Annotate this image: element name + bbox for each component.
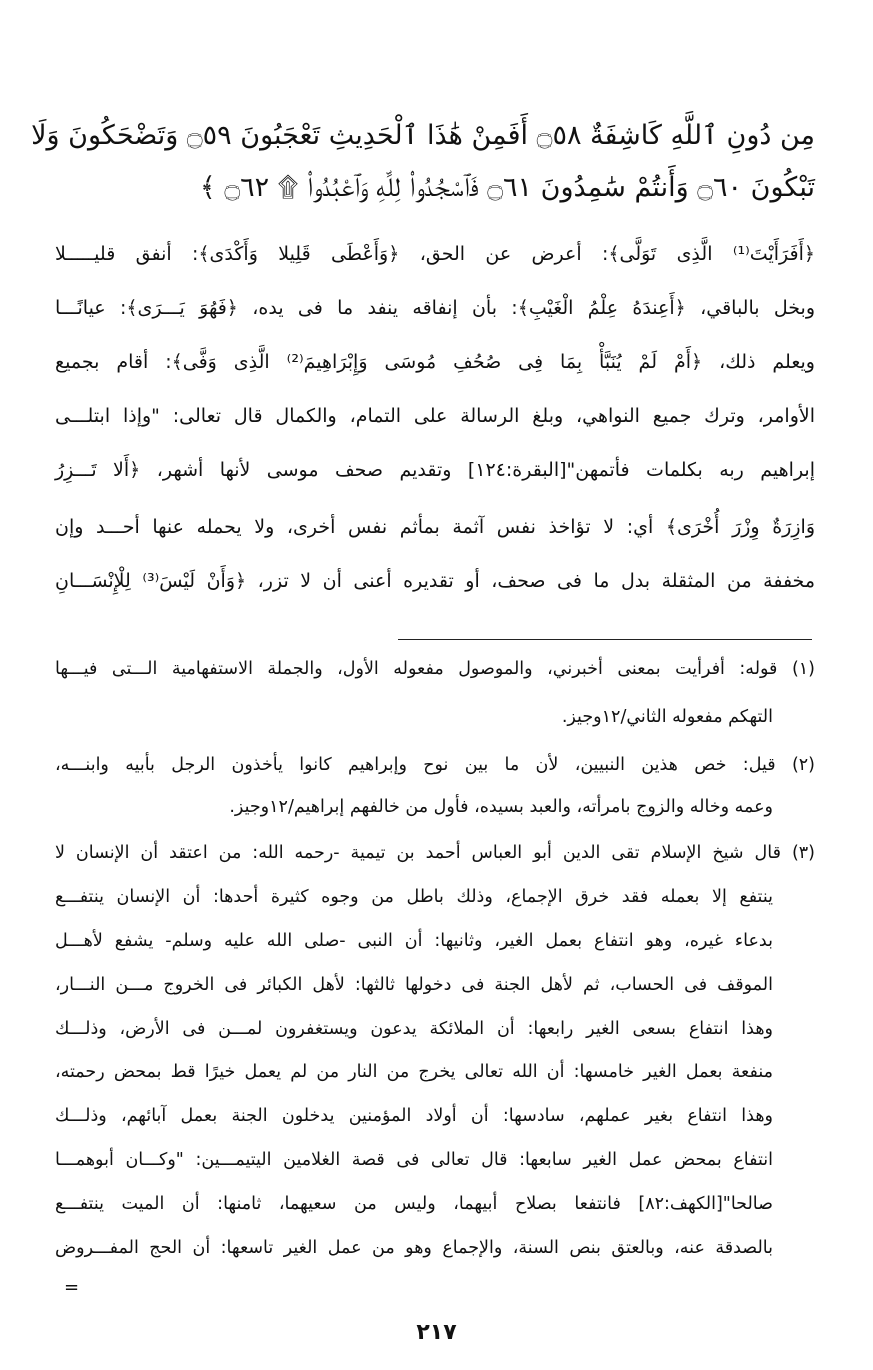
footnote-1-line-1: [55, 656, 815, 682]
footnote-3-line-10: بالصدقة عنه، وبالعتق بنص السنة، والإجماع وهو من عمل الغير تاسعها: أن الحج المفـــروض: [55, 1238, 773, 1258]
footnote-3-line-3: بدعاء غيره، وهو انتفاع بعمل الغير، وثانيها: أن النبى -صلى الله عليه وسلم- يشفع لأهـــل: [55, 931, 773, 951]
footnote-3-line-9: صالحا"[الكهف:٨٢] فانتفعا بصلاح أبيهما، وليس من سعيهما، ثامنها: أن الميت ينتفـــع: [55, 1194, 773, 1214]
footnote-divider: [398, 639, 812, 640]
commentary-line-6: وَازِرَةٌ وِزْرَ أُخْرَى﴾ أي: لا تؤاخذ نفس آثمة بمأثم نفس أخرى، ولا يحمله عنها أحـــد وإن: [55, 516, 815, 538]
footnote-3-line-1: [55, 840, 815, 866]
footnote-marker: (١): [791, 659, 815, 679]
quran-verse-line-1: مِن دُونِ ٱللَّهِ كَاشِفَةٌ ۝٥٨ أَفَمِنْ هَٰذَا ٱلْحَدِيثِ تَعْجَبُونَ ۝٥٩ وَتَضْحَكُونَ وَلَا: [31, 120, 815, 151]
footnote-2-line-2: وعمه وخاله والزوج بامرأته، والعبد بسيده، فأول من خالفهم إبراهيم/١٢وجيز.: [229, 797, 773, 817]
commentary-line-2: وبخل بالباقي، ﴿أَعِندَهُ عِلْمُ الْغَيْبِ﴾: بأن إنفاقه ينفد ما فى يده، ﴿فَهُوَ يَـــرَى﴾: عيانًـــا: [55, 297, 815, 319]
footnote-1-line-2: التهكم مفعوله الثاني/١٢وجيز.: [561, 707, 773, 727]
page-number: ٢١٧: [416, 1320, 457, 1345]
commentary-line-4: الأوامر، وترك جميع النواهي، وبلغ الرسالة على التمام، والكمال قال تعالى: "وإذا ابتلـــى: [55, 405, 815, 427]
commentary-line-1: ﴿أَفَرَأَيْتَ⁽¹⁾ الَّذِى تَوَلَّى﴾: أعرض عن الحق، ﴿وَأَعْطَى قَلِيلا وَأَكْدَى﴾: أنفق قليـــــلا: [55, 243, 815, 265]
footnote-3-line-6: منفعة بعمل الغير خامسها: أن الله تعالى يخرج من النار من لم يعمل خيرًا قط بمحض رحمته،: [55, 1062, 773, 1082]
footnote-3-line-7: وهذا انتفاع بغير عملهم، سادسها: أن أولاد المؤمنين يدخلون الجنة بعمل آبائهم، وذلـــك: [55, 1106, 773, 1126]
commentary-line-5: إبراهيم ربه بكلمات فأتمهن"[البقرة:١٢٤] وتقديم صحف موسى لأنها أشهر، ﴿أَلا تَـــزِرُ: [55, 459, 815, 481]
footnote-marker: (٢): [791, 755, 815, 775]
footnote-3-line-4: الموقف فى الحساب، ثم لأهل الجنة فى دخولها ثالثها: لأهل الكبائر فى الخروج مـــن النـــار،: [55, 975, 773, 995]
continuation-mark: =: [64, 1277, 80, 1298]
commentary-line-3: ويعلم ذلك، ﴿أَمْ لَمْ يُنَبَّأْ بِمَا فِى صُحُفِ مُوسَى وَإِبْرَاهِيمَ⁽²⁾ الَّذِى وَفَّى﴾: أقام بجميع: [55, 351, 815, 373]
footnote-marker: (٣): [791, 843, 815, 863]
commentary-line-7: مخففة من المثقلة بدل ما فى صحف، أو تقديره أعنى أن لا تزر، ﴿وَأَنْ لَيْسَ⁽³⁾ لِلْإِنْسَـــانِ: [55, 570, 816, 592]
footnote-text: قوله: أفرأيت بمعنى أخبرني، والموصول مفعوله الأول، والجملة الاستفهامية الـــتى فيـــها: [55, 659, 778, 679]
footnote-3-line-2: ينتفع إلا بعمله فقد خرق الإجماع، وذلك باطل من وجوه كثيرة أحدها: أن الإنسان ينتفـــع: [55, 887, 773, 907]
footnote-text: قيل: خص هذين النبيين، لأن ما بين نوح وإبراهيم كانوا يأخذون الرجل بأبيه وابنـــه،: [55, 755, 776, 775]
footnote-3-line-5: وهذا انتفاع بسعى الغير رابعها: أن الملائكة يدعون ويستغفرون لمـــن فى الأرض، وذلـــك: [55, 1019, 773, 1039]
footnote-2-line-1: [55, 752, 815, 778]
quran-verse-line-2: تَبْكُونَ ۝٦٠ وَأَنتُمْ سَٰمِدُونَ ۝٦١ فَٱسْجُدُوا۟ لِلَّهِ وَٱعْبُدُوا۟ ۩ ۝٦٢ ﴾: [199, 172, 815, 203]
footnote-3-line-8: انتفاع بمحض عمل الغير سابعها: قال تعالى فى قصة الغلامين اليتيمـــين: "وكـــان أبوهمـــا: [55, 1150, 773, 1170]
footnote-text: قال شيخ الإسلام تقى الدين أبو العباس أحمد بن تيمية -رحمه الله: من اعتقد أن الإنسان لا: [55, 843, 781, 863]
